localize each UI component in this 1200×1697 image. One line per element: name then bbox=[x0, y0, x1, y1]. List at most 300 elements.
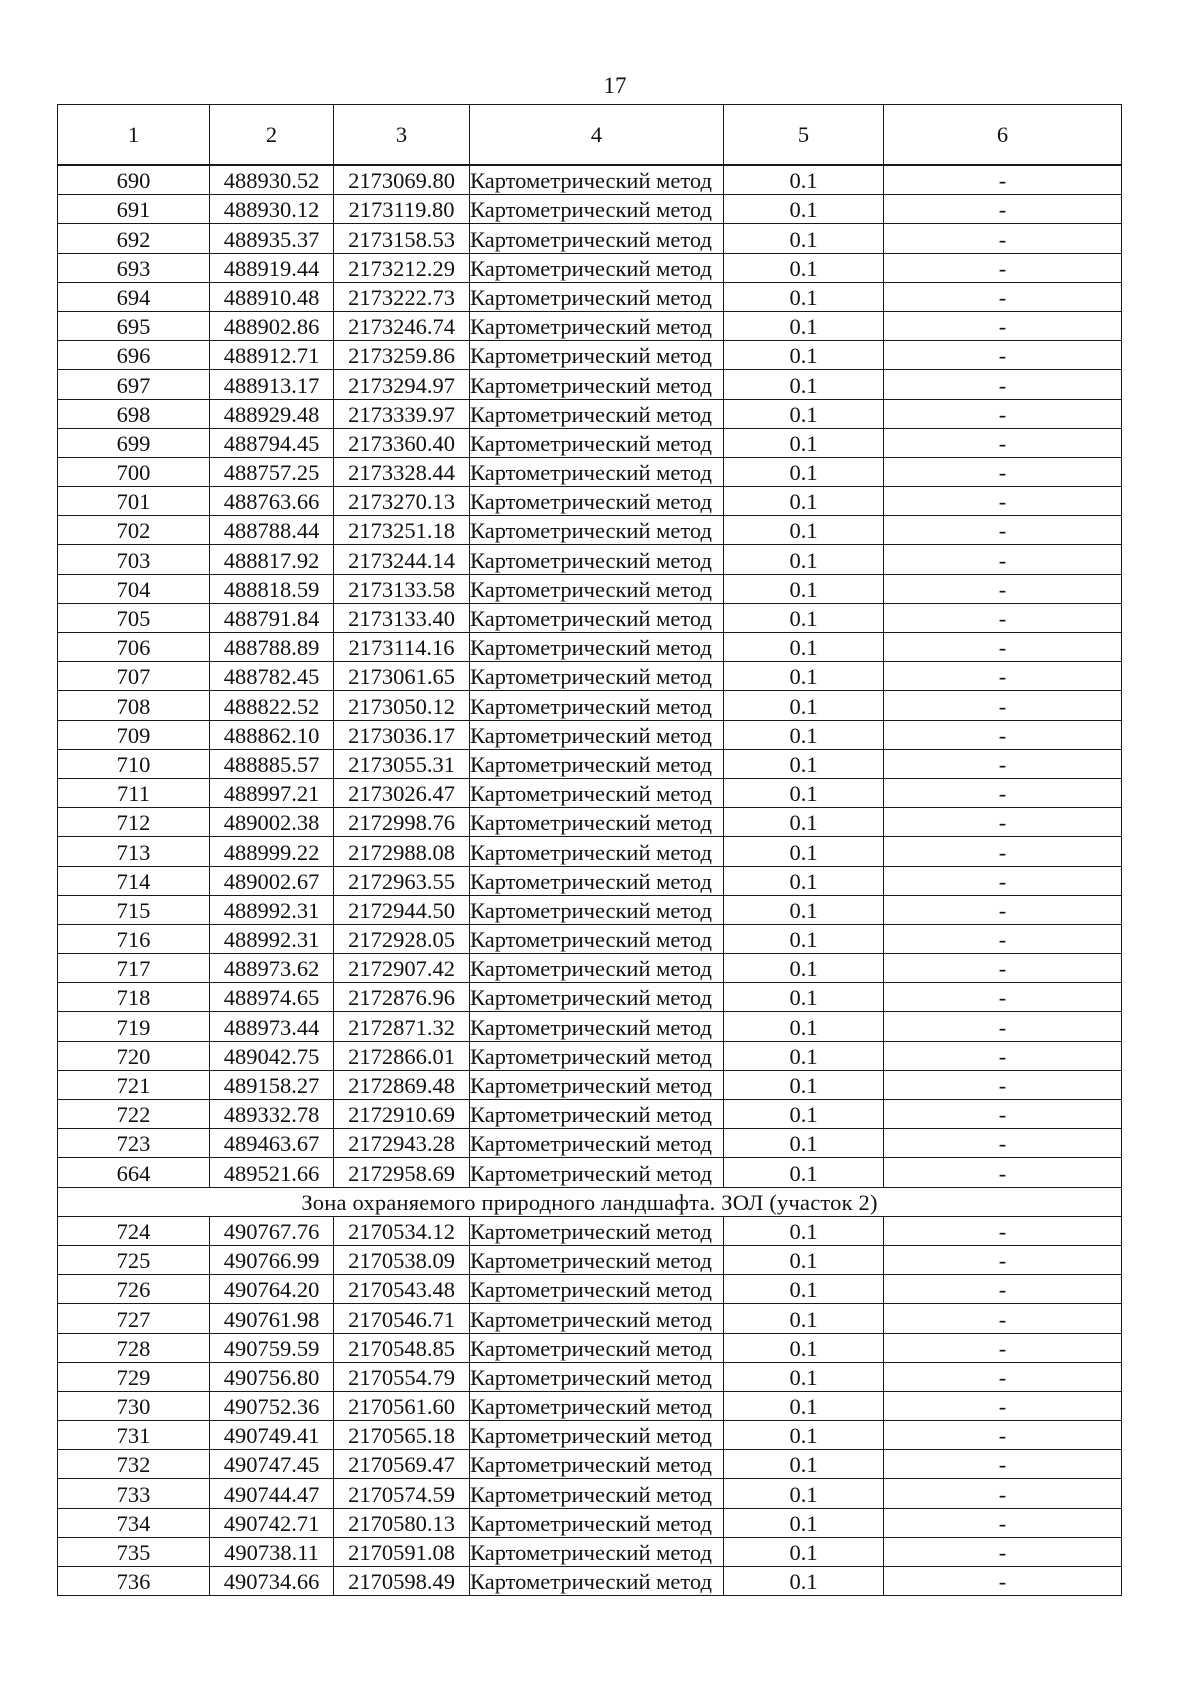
point-number-cell: 724 bbox=[58, 1216, 210, 1245]
accuracy-cell: 0.1 bbox=[724, 1129, 884, 1158]
y-coordinate-cell: 2172876.96 bbox=[334, 983, 470, 1012]
x-coordinate-cell: 488902.86 bbox=[210, 311, 334, 340]
accuracy-cell: 0.1 bbox=[724, 603, 884, 632]
x-coordinate-cell: 490752.36 bbox=[210, 1391, 334, 1420]
x-coordinate-cell: 490738.11 bbox=[210, 1537, 334, 1566]
table-row bbox=[58, 311, 1122, 340]
point-number-cell: 710 bbox=[58, 749, 210, 778]
note-cell: - bbox=[884, 1275, 1122, 1304]
y-coordinate-cell: 2170591.08 bbox=[334, 1537, 470, 1566]
accuracy-cell: 0.1 bbox=[724, 165, 884, 195]
y-coordinate-cell: 2172943.28 bbox=[334, 1129, 470, 1158]
y-coordinate-cell: 2172998.76 bbox=[334, 808, 470, 837]
note-cell: - bbox=[884, 1421, 1122, 1450]
x-coordinate-cell: 490744.47 bbox=[210, 1479, 334, 1508]
method-cell: Картометрический метод bbox=[470, 1508, 724, 1537]
x-coordinate-cell: 488794.45 bbox=[210, 428, 334, 457]
point-number-cell: 730 bbox=[58, 1391, 210, 1420]
point-number-cell: 721 bbox=[58, 1070, 210, 1099]
accuracy-cell: 0.1 bbox=[724, 1216, 884, 1245]
note-cell: - bbox=[884, 633, 1122, 662]
point-number-cell: 712 bbox=[58, 808, 210, 837]
y-coordinate-cell: 2173158.53 bbox=[334, 224, 470, 253]
y-coordinate-cell: 2170554.79 bbox=[334, 1362, 470, 1391]
y-coordinate-cell: 2172869.48 bbox=[334, 1070, 470, 1099]
method-cell: Картометрический метод bbox=[470, 1567, 724, 1596]
y-coordinate-cell: 2173036.17 bbox=[334, 720, 470, 749]
note-cell: - bbox=[884, 399, 1122, 428]
point-number-cell: 707 bbox=[58, 662, 210, 691]
note-cell: - bbox=[884, 1070, 1122, 1099]
x-coordinate-cell: 490766.99 bbox=[210, 1245, 334, 1274]
method-cell: Картометрический метод bbox=[470, 195, 724, 224]
note-cell: - bbox=[884, 749, 1122, 778]
accuracy-cell: 0.1 bbox=[724, 1537, 884, 1566]
note-cell: - bbox=[884, 516, 1122, 545]
x-coordinate-cell: 488992.31 bbox=[210, 924, 334, 953]
method-cell: Картометрический метод bbox=[470, 1100, 724, 1129]
note-cell: - bbox=[884, 1450, 1122, 1479]
method-cell: Картометрический метод bbox=[470, 720, 724, 749]
y-coordinate-cell: 2173251.18 bbox=[334, 516, 470, 545]
y-coordinate-cell: 2173339.97 bbox=[334, 399, 470, 428]
x-coordinate-cell: 490734.66 bbox=[210, 1567, 334, 1596]
x-coordinate-cell: 488885.57 bbox=[210, 749, 334, 778]
point-number-cell: 699 bbox=[58, 428, 210, 457]
point-number-cell: 717 bbox=[58, 954, 210, 983]
method-cell: Картометрический метод bbox=[470, 457, 724, 486]
note-cell: - bbox=[884, 1391, 1122, 1420]
method-cell: Картометрический метод bbox=[470, 778, 724, 807]
note-cell: - bbox=[884, 282, 1122, 311]
method-cell: Картометрический метод bbox=[470, 253, 724, 282]
point-number-cell: 727 bbox=[58, 1304, 210, 1333]
x-coordinate-cell: 489463.67 bbox=[210, 1129, 334, 1158]
accuracy-cell: 0.1 bbox=[724, 924, 884, 953]
table-row bbox=[58, 808, 1122, 837]
y-coordinate-cell: 2170538.09 bbox=[334, 1245, 470, 1274]
accuracy-cell: 0.1 bbox=[724, 1245, 884, 1274]
point-number-cell: 722 bbox=[58, 1100, 210, 1129]
x-coordinate-cell: 489002.38 bbox=[210, 808, 334, 837]
accuracy-cell: 0.1 bbox=[724, 574, 884, 603]
x-coordinate-cell: 488973.44 bbox=[210, 1012, 334, 1041]
point-number-cell: 698 bbox=[58, 399, 210, 428]
method-cell: Картометрический метод bbox=[470, 1070, 724, 1099]
table-row bbox=[58, 224, 1122, 253]
accuracy-cell: 0.1 bbox=[724, 720, 884, 749]
point-number-cell: 715 bbox=[58, 895, 210, 924]
note-cell: - bbox=[884, 1245, 1122, 1274]
accuracy-cell: 0.1 bbox=[724, 1158, 884, 1187]
method-cell: Картометрический метод bbox=[470, 341, 724, 370]
accuracy-cell: 0.1 bbox=[724, 1070, 884, 1099]
x-coordinate-cell: 488999.22 bbox=[210, 837, 334, 866]
accuracy-cell: 0.1 bbox=[724, 545, 884, 574]
x-coordinate-cell: 489332.78 bbox=[210, 1100, 334, 1129]
table-row bbox=[58, 837, 1122, 866]
method-cell: Картометрический метод bbox=[470, 662, 724, 691]
method-cell: Картометрический метод bbox=[470, 749, 724, 778]
x-coordinate-cell: 488973.62 bbox=[210, 954, 334, 983]
accuracy-cell: 0.1 bbox=[724, 1450, 884, 1479]
note-cell: - bbox=[884, 983, 1122, 1012]
y-coordinate-cell: 2173026.47 bbox=[334, 778, 470, 807]
note-cell: - bbox=[884, 1012, 1122, 1041]
accuracy-cell: 0.1 bbox=[724, 1479, 884, 1508]
point-number-cell: 735 bbox=[58, 1537, 210, 1566]
point-number-cell: 664 bbox=[58, 1158, 210, 1187]
accuracy-cell: 0.1 bbox=[724, 691, 884, 720]
table-row bbox=[58, 1567, 1122, 1596]
accuracy-cell: 0.1 bbox=[724, 487, 884, 516]
point-number-cell: 690 bbox=[58, 165, 210, 195]
x-coordinate-cell: 488862.10 bbox=[210, 720, 334, 749]
method-cell: Картометрический метод bbox=[470, 224, 724, 253]
accuracy-cell: 0.1 bbox=[724, 253, 884, 282]
method-cell: Картометрический метод bbox=[470, 954, 724, 983]
point-number-cell: 718 bbox=[58, 983, 210, 1012]
y-coordinate-cell: 2173114.16 bbox=[334, 633, 470, 662]
accuracy-cell: 0.1 bbox=[724, 195, 884, 224]
method-cell: Картометрический метод bbox=[470, 1537, 724, 1566]
method-cell: Картометрический метод bbox=[470, 428, 724, 457]
accuracy-cell: 0.1 bbox=[724, 282, 884, 311]
point-number-cell: 711 bbox=[58, 778, 210, 807]
note-cell: - bbox=[884, 1567, 1122, 1596]
column-header: 4 bbox=[470, 105, 724, 166]
method-cell: Картометрический метод bbox=[470, 1158, 724, 1187]
note-cell: - bbox=[884, 808, 1122, 837]
table-row bbox=[58, 1012, 1122, 1041]
point-number-cell: 734 bbox=[58, 1508, 210, 1537]
table-row bbox=[58, 1421, 1122, 1450]
table-row bbox=[58, 487, 1122, 516]
note-cell: - bbox=[884, 1333, 1122, 1362]
method-cell: Картометрический метод bbox=[470, 311, 724, 340]
point-number-cell: 700 bbox=[58, 457, 210, 486]
column-header: 3 bbox=[334, 105, 470, 166]
y-coordinate-cell: 2173294.97 bbox=[334, 370, 470, 399]
table-row bbox=[58, 603, 1122, 632]
y-coordinate-cell: 2170580.13 bbox=[334, 1508, 470, 1537]
x-coordinate-cell: 488930.12 bbox=[210, 195, 334, 224]
note-cell: - bbox=[884, 1129, 1122, 1158]
note-cell: - bbox=[884, 1537, 1122, 1566]
accuracy-cell: 0.1 bbox=[724, 516, 884, 545]
y-coordinate-cell: 2173328.44 bbox=[334, 457, 470, 486]
table-row bbox=[58, 1275, 1122, 1304]
point-number-cell: 704 bbox=[58, 574, 210, 603]
table-row bbox=[58, 1245, 1122, 1274]
y-coordinate-cell: 2173055.31 bbox=[334, 749, 470, 778]
note-cell: - bbox=[884, 1362, 1122, 1391]
table-row bbox=[58, 1333, 1122, 1362]
table-row bbox=[58, 1041, 1122, 1070]
note-cell: - bbox=[884, 457, 1122, 486]
method-cell: Картометрический метод bbox=[470, 1304, 724, 1333]
x-coordinate-cell: 489158.27 bbox=[210, 1070, 334, 1099]
section-divider bbox=[58, 1187, 1122, 1216]
table-row bbox=[58, 749, 1122, 778]
x-coordinate-cell: 488782.45 bbox=[210, 662, 334, 691]
x-coordinate-cell: 490742.71 bbox=[210, 1508, 334, 1537]
x-coordinate-cell: 488817.92 bbox=[210, 545, 334, 574]
method-cell: Картометрический метод bbox=[470, 545, 724, 574]
table-row bbox=[58, 1537, 1122, 1566]
point-number-cell: 697 bbox=[58, 370, 210, 399]
accuracy-cell: 0.1 bbox=[724, 1100, 884, 1129]
x-coordinate-cell: 488974.65 bbox=[210, 983, 334, 1012]
note-cell: - bbox=[884, 1158, 1122, 1187]
table-header bbox=[58, 105, 1122, 166]
method-cell: Картометрический метод bbox=[470, 1012, 724, 1041]
point-number-cell: 720 bbox=[58, 1041, 210, 1070]
table-row bbox=[58, 1129, 1122, 1158]
x-coordinate-cell: 490764.20 bbox=[210, 1275, 334, 1304]
note-cell: - bbox=[884, 487, 1122, 516]
x-coordinate-cell: 490756.80 bbox=[210, 1362, 334, 1391]
point-number-cell: 706 bbox=[58, 633, 210, 662]
point-number-cell: 701 bbox=[58, 487, 210, 516]
x-coordinate-cell: 489002.67 bbox=[210, 866, 334, 895]
x-coordinate-cell: 488919.44 bbox=[210, 253, 334, 282]
note-cell: - bbox=[884, 866, 1122, 895]
note-cell: - bbox=[884, 195, 1122, 224]
x-coordinate-cell: 490759.59 bbox=[210, 1333, 334, 1362]
method-cell: Картометрический метод bbox=[470, 1275, 724, 1304]
y-coordinate-cell: 2173222.73 bbox=[334, 282, 470, 311]
column-header: 2 bbox=[210, 105, 334, 166]
method-cell: Картометрический метод bbox=[470, 633, 724, 662]
table-row bbox=[58, 1070, 1122, 1099]
table-row bbox=[58, 253, 1122, 282]
y-coordinate-cell: 2172944.50 bbox=[334, 895, 470, 924]
accuracy-cell: 0.1 bbox=[724, 633, 884, 662]
x-coordinate-cell: 488997.21 bbox=[210, 778, 334, 807]
y-coordinate-cell: 2170534.12 bbox=[334, 1216, 470, 1245]
table-row bbox=[58, 165, 1122, 195]
note-cell: - bbox=[884, 837, 1122, 866]
method-cell: Картометрический метод bbox=[470, 1041, 724, 1070]
method-cell: Картометрический метод bbox=[470, 370, 724, 399]
y-coordinate-cell: 2170569.47 bbox=[334, 1450, 470, 1479]
note-cell: - bbox=[884, 691, 1122, 720]
point-number-cell: 693 bbox=[58, 253, 210, 282]
y-coordinate-cell: 2170543.48 bbox=[334, 1275, 470, 1304]
method-cell: Картометрический метод bbox=[470, 983, 724, 1012]
point-number-cell: 729 bbox=[58, 1362, 210, 1391]
method-cell: Картометрический метод bbox=[470, 1391, 724, 1420]
note-cell: - bbox=[884, 778, 1122, 807]
method-cell: Картометрический метод bbox=[470, 1421, 724, 1450]
note-cell: - bbox=[884, 662, 1122, 691]
section-title-row bbox=[58, 1187, 1122, 1216]
y-coordinate-cell: 2172988.08 bbox=[334, 837, 470, 866]
note-cell: - bbox=[884, 428, 1122, 457]
y-coordinate-cell: 2170548.85 bbox=[334, 1333, 470, 1362]
table-row bbox=[58, 983, 1122, 1012]
x-coordinate-cell: 488910.48 bbox=[210, 282, 334, 311]
x-coordinate-cell: 488757.25 bbox=[210, 457, 334, 486]
table-row bbox=[58, 574, 1122, 603]
x-coordinate-cell: 488818.59 bbox=[210, 574, 334, 603]
y-coordinate-cell: 2173119.80 bbox=[334, 195, 470, 224]
accuracy-cell: 0.1 bbox=[724, 399, 884, 428]
accuracy-cell: 0.1 bbox=[724, 866, 884, 895]
accuracy-cell: 0.1 bbox=[724, 428, 884, 457]
accuracy-cell: 0.1 bbox=[724, 1333, 884, 1362]
point-number-cell: 732 bbox=[58, 1450, 210, 1479]
point-number-cell: 736 bbox=[58, 1567, 210, 1596]
note-cell: - bbox=[884, 1479, 1122, 1508]
y-coordinate-cell: 2173360.40 bbox=[334, 428, 470, 457]
method-cell: Картометрический метод bbox=[470, 1362, 724, 1391]
x-coordinate-cell: 488930.52 bbox=[210, 165, 334, 195]
method-cell: Картометрический метод bbox=[470, 895, 724, 924]
point-number-cell: 733 bbox=[58, 1479, 210, 1508]
method-cell: Картометрический метод bbox=[470, 866, 724, 895]
method-cell: Картометрический метод bbox=[470, 1333, 724, 1362]
table-row bbox=[58, 633, 1122, 662]
x-coordinate-cell: 489042.75 bbox=[210, 1041, 334, 1070]
table-row bbox=[58, 282, 1122, 311]
method-cell: Картометрический метод bbox=[470, 282, 724, 311]
table-row bbox=[58, 954, 1122, 983]
y-coordinate-cell: 2173270.13 bbox=[334, 487, 470, 516]
table-row bbox=[58, 399, 1122, 428]
note-cell: - bbox=[884, 720, 1122, 749]
accuracy-cell: 0.1 bbox=[724, 341, 884, 370]
y-coordinate-cell: 2170561.60 bbox=[334, 1391, 470, 1420]
y-coordinate-cell: 2172958.69 bbox=[334, 1158, 470, 1187]
x-coordinate-cell: 488935.37 bbox=[210, 224, 334, 253]
note-cell: - bbox=[884, 311, 1122, 340]
table-row bbox=[58, 370, 1122, 399]
table-row bbox=[58, 691, 1122, 720]
accuracy-cell: 0.1 bbox=[724, 662, 884, 691]
header-row bbox=[58, 105, 1122, 166]
point-number-cell: 723 bbox=[58, 1129, 210, 1158]
y-coordinate-cell: 2170598.49 bbox=[334, 1567, 470, 1596]
point-number-cell: 725 bbox=[58, 1245, 210, 1274]
point-number-cell: 695 bbox=[58, 311, 210, 340]
y-coordinate-cell: 2173069.80 bbox=[334, 165, 470, 195]
table-row bbox=[58, 1100, 1122, 1129]
x-coordinate-cell: 490767.76 bbox=[210, 1216, 334, 1245]
accuracy-cell: 0.1 bbox=[724, 1508, 884, 1537]
x-coordinate-cell: 490747.45 bbox=[210, 1450, 334, 1479]
note-cell: - bbox=[884, 603, 1122, 632]
accuracy-cell: 0.1 bbox=[724, 778, 884, 807]
accuracy-cell: 0.1 bbox=[724, 1275, 884, 1304]
y-coordinate-cell: 2172907.42 bbox=[334, 954, 470, 983]
y-coordinate-cell: 2170574.59 bbox=[334, 1479, 470, 1508]
note-cell: - bbox=[884, 165, 1122, 195]
table-row bbox=[58, 457, 1122, 486]
table-row bbox=[58, 1508, 1122, 1537]
note-cell: - bbox=[884, 1216, 1122, 1245]
y-coordinate-cell: 2172866.01 bbox=[334, 1041, 470, 1070]
accuracy-cell: 0.1 bbox=[724, 983, 884, 1012]
table-row bbox=[58, 1158, 1122, 1187]
note-cell: - bbox=[884, 574, 1122, 603]
table-row bbox=[58, 1362, 1122, 1391]
y-coordinate-cell: 2172963.55 bbox=[334, 866, 470, 895]
accuracy-cell: 0.1 bbox=[724, 954, 884, 983]
table-row bbox=[58, 545, 1122, 574]
note-cell: - bbox=[884, 895, 1122, 924]
x-coordinate-cell: 490749.41 bbox=[210, 1421, 334, 1450]
method-cell: Картометрический метод bbox=[470, 603, 724, 632]
point-number-cell: 694 bbox=[58, 282, 210, 311]
method-cell: Картометрический метод bbox=[470, 487, 724, 516]
table-body-section-1 bbox=[58, 165, 1122, 1187]
x-coordinate-cell: 489521.66 bbox=[210, 1158, 334, 1187]
method-cell: Картометрический метод bbox=[470, 837, 724, 866]
x-coordinate-cell: 488788.89 bbox=[210, 633, 334, 662]
method-cell: Картометрический метод bbox=[470, 399, 724, 428]
x-coordinate-cell: 488912.71 bbox=[210, 341, 334, 370]
table-row bbox=[58, 720, 1122, 749]
x-coordinate-cell: 488822.52 bbox=[210, 691, 334, 720]
column-header: 6 bbox=[884, 105, 1122, 166]
accuracy-cell: 0.1 bbox=[724, 1421, 884, 1450]
section-title: Зона охраняемого природного ландшафта. ЗОЛ (участок 2) bbox=[58, 1187, 1122, 1216]
note-cell: - bbox=[884, 1304, 1122, 1333]
y-coordinate-cell: 2170546.71 bbox=[334, 1304, 470, 1333]
note-cell: - bbox=[884, 545, 1122, 574]
accuracy-cell: 0.1 bbox=[724, 311, 884, 340]
column-header: 1 bbox=[58, 105, 210, 166]
coordinates-table bbox=[57, 104, 1122, 1596]
y-coordinate-cell: 2172910.69 bbox=[334, 1100, 470, 1129]
point-number-cell: 714 bbox=[58, 866, 210, 895]
method-cell: Картометрический метод bbox=[470, 808, 724, 837]
note-cell: - bbox=[884, 1041, 1122, 1070]
point-number-cell: 719 bbox=[58, 1012, 210, 1041]
y-coordinate-cell: 2173133.58 bbox=[334, 574, 470, 603]
point-number-cell: 713 bbox=[58, 837, 210, 866]
method-cell: Картометрический метод bbox=[470, 924, 724, 953]
page-number: 17 bbox=[603, 73, 627, 98]
accuracy-cell: 0.1 bbox=[724, 1567, 884, 1596]
point-number-cell: 728 bbox=[58, 1333, 210, 1362]
method-cell: Картометрический метод bbox=[470, 1479, 724, 1508]
x-coordinate-cell: 490761.98 bbox=[210, 1304, 334, 1333]
accuracy-cell: 0.1 bbox=[724, 1362, 884, 1391]
accuracy-cell: 0.1 bbox=[724, 1304, 884, 1333]
point-number-cell: 691 bbox=[58, 195, 210, 224]
point-number-cell: 703 bbox=[58, 545, 210, 574]
y-coordinate-cell: 2173212.29 bbox=[334, 253, 470, 282]
point-number-cell: 696 bbox=[58, 341, 210, 370]
column-header: 5 bbox=[724, 105, 884, 166]
y-coordinate-cell: 2173246.74 bbox=[334, 311, 470, 340]
note-cell: - bbox=[884, 224, 1122, 253]
x-coordinate-cell: 488992.31 bbox=[210, 895, 334, 924]
table-row bbox=[58, 516, 1122, 545]
y-coordinate-cell: 2173050.12 bbox=[334, 691, 470, 720]
table-row bbox=[58, 195, 1122, 224]
note-cell: - bbox=[884, 253, 1122, 282]
table-body-section-2 bbox=[58, 1216, 1122, 1595]
note-cell: - bbox=[884, 341, 1122, 370]
accuracy-cell: 0.1 bbox=[724, 457, 884, 486]
y-coordinate-cell: 2173244.14 bbox=[334, 545, 470, 574]
table-row bbox=[58, 778, 1122, 807]
table-row bbox=[58, 428, 1122, 457]
